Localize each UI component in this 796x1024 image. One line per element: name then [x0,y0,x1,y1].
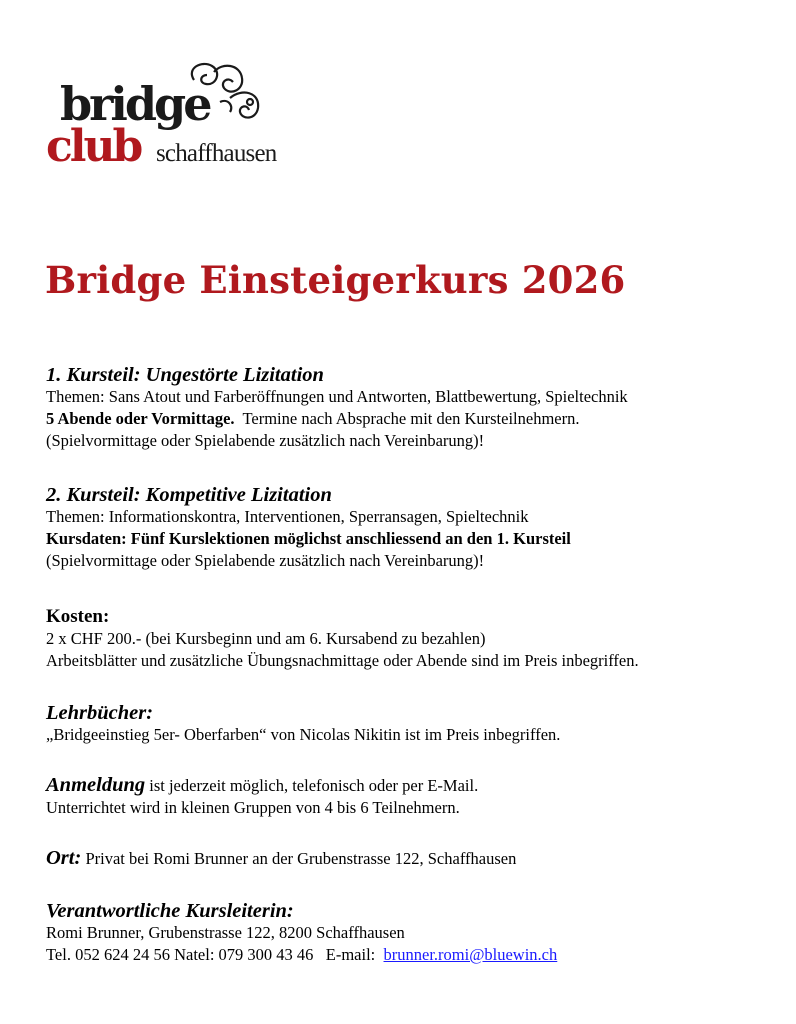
logo-word-bridge: bridge [60,77,210,131]
kursteil-1-termine-line [46,408,776,430]
kursleiterin-contact-line [46,944,776,966]
kursteil-2-heading: 2. Kursteil: Kompetitive Lizitation [46,484,332,506]
kosten-section [46,606,776,672]
ort-text: Privat bei Romi Brunner an der Grubenstrasse 122, Schaffhausen [81,849,517,868]
kosten-heading: Kosten: [46,606,110,627]
anmeldung-line-2: Unterrichtet wird in kleinen Gruppen von 4 bis 6 Teilnehmern. [46,798,460,817]
kursteil-1-bold: 5 Abende oder Vormittage. [46,409,235,428]
anmeldung-heading: Anmeldung [46,774,146,796]
kursteil-1-themen: Themen: Sans Atout und Farberöffnungen und Antworten, Blattbewertung, Spieltechnik [46,387,628,406]
email-link[interactable]: brunner.romi@bluewin.ch [383,945,558,964]
kosten-line-2: Arbeitsblätter und zusätzliche Übungsnachmittage oder Abende sind im Preis inbegriffen. [46,651,639,670]
ort-section [46,847,776,870]
kursleiterin-section [46,900,776,966]
kursteil-1-heading: 1. Kursteil: Ungestörte Lizitation [46,364,324,386]
kursteil-1-section [46,364,776,452]
lehrbuecher-heading: Lehrbücher: [46,702,154,724]
logo-word-city: schaffhausen [156,140,277,167]
ort-line [46,847,776,870]
kursteil-1-termine: Termine nach Absprache mit den Kursteilnehmern. [234,409,580,428]
lehrbuecher-line: „Bridgeeinstieg 5er- Oberfarben“ von Nicolas Nikitin ist im Preis inbegriffen. [46,725,561,744]
kursleiterin-contact: Tel. 052 624 24 56 Natel: 079 300 43 46 E-mail: [46,945,384,964]
bridgeclub-logo-graphic [44,58,334,168]
kursleiterin-address: Romi Brunner, Grubenstrasse 122, 8200 Schaffhausen [46,923,405,942]
kursteil-2-kursdaten: Kursdaten: Fünf Kurslektionen möglichst anschliessend an den 1. Kursteil [46,529,571,548]
kursteil-1-note: (Spielvormittage oder Spielabende zusätzlich nach Vereinbarung)! [46,431,485,450]
anmeldung-section [46,774,776,819]
anmeldung-text: ist jederzeit möglich, telefonisch oder per E-Mail. [145,776,479,795]
lehrbuecher-section [46,702,776,746]
kursleiterin-heading: Verantwortliche Kursleiterin: [46,900,294,922]
anmeldung-line-1 [46,774,776,797]
kursteil-2-themen: Themen: Informationskontra, Interventionen, Sperransagen, Spieltechnik [46,507,529,526]
page-title: Bridge Einsteigerkurs 2026 [45,258,626,302]
kosten-line-1: 2 x CHF 200.- (bei Kursbeginn und am 6. Kursabend zu bezahlen) [46,629,486,648]
ort-heading: Ort: [46,847,82,869]
kursteil-2-section [46,484,776,572]
logo-word-club: club [46,121,141,168]
kursteil-2-note: (Spielvormittage oder Spielabende zusätzlich nach Vereinbarung)! [46,551,485,570]
bridgeclub-logo [44,58,334,168]
